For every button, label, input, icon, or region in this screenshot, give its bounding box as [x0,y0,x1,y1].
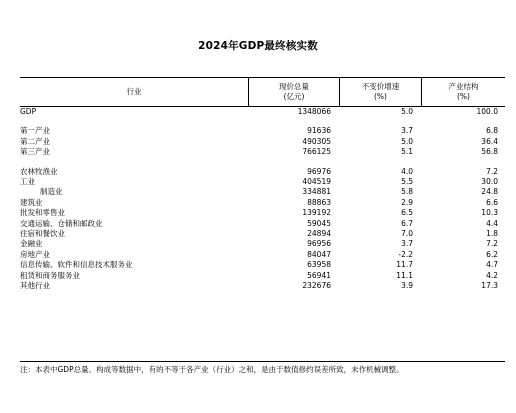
cell-growth [339,158,421,167]
cell-current: 96976 [307,166,331,176]
cell-current: 84047 [307,249,331,259]
header-structure [422,82,505,101]
cell-structure: 7.2 [486,166,498,176]
table-row [20,107,505,117]
cell-structure: 4.4 [486,218,498,228]
cell-industry: 租赁和商务服务业 [20,270,80,280]
cell-industry [20,117,248,126]
cell-structure: 24.8 [481,187,498,197]
header-structure-label: 产业结构 [448,82,479,91]
header-industry [20,87,248,97]
table-row [20,198,505,208]
cell-current: 91636 [307,126,331,136]
cell-structure [421,158,505,167]
header-current-unit: (亿元) [283,91,305,101]
table-body [20,107,505,292]
table-row [20,219,505,229]
cell-current [248,117,339,126]
header-industry-label: 行业 [126,87,142,96]
cell-current: 766125 [302,147,331,157]
cell-growth: 11.7 [396,260,413,270]
header-growth [340,82,421,101]
cell-structure: 30.0 [481,177,498,187]
cell-industry: 批发和零售业 [20,208,65,218]
table-note: 注：本表中GDP总量、构成等数据中，有的不等于各产业（行业）之和，是由于数值修约误差所致，未作机械调整。 [20,365,404,374]
cell-industry: 住宿和餐饮业 [20,229,65,239]
cell-structure: 6.2 [486,249,498,259]
cell-industry: 其他行业 [20,281,50,291]
cell-current: 1348066 [297,107,331,116]
cell-structure: 36.4 [481,136,498,146]
cell-industry: 工业 [20,177,35,187]
cell-industry [20,158,248,167]
top-rule [20,77,505,78]
cell-growth: 2.9 [401,197,413,207]
cell-structure: 4.7 [486,260,498,270]
table-row [20,239,505,249]
cell-growth: 5.0 [401,136,413,146]
gdp-table [20,107,505,292]
cell-industry: 房地产业 [20,249,50,259]
cell-structure: 6.6 [486,197,498,207]
table-row [20,250,505,260]
table-row [20,167,505,177]
cell-industry: 交通运输、仓储和邮政业 [20,218,103,228]
cell-growth: 5.5 [401,177,413,187]
cell-current: 490305 [302,136,331,146]
cell-current: 24894 [307,229,331,239]
table-row [20,126,505,136]
table-row [20,137,505,147]
cell-industry: 金融业 [20,239,43,249]
table-row [20,208,505,218]
cell-growth: 5.1 [401,147,413,157]
table-title: 2024年GDP最终核实数 [198,40,318,52]
cell-current: 56941 [307,270,331,280]
cell-growth: 3.9 [401,281,413,291]
table-row [20,271,505,281]
cell-structure: 7.2 [486,239,498,249]
cell-industry: 第二产业 [20,136,50,146]
cell-industry: 信息传输、软件和信息技术服务业 [20,260,133,270]
table-row [20,281,505,291]
cell-growth: 6.5 [401,208,413,218]
cell-growth: -2.2 [398,249,413,259]
table-row [20,147,505,157]
cell-current: 63958 [307,260,331,270]
cell-industry: 制造业 [40,187,63,197]
cell-industry: GDP [20,107,37,116]
cell-growth: 6.7 [401,218,413,228]
table-row [20,229,505,239]
cell-current: 59045 [307,218,331,228]
table-row [20,187,505,197]
header-structure-unit: (%) [457,91,470,101]
cell-structure: 56.8 [481,147,498,157]
header-current [249,82,339,101]
cell-current: 404519 [302,177,331,187]
cell-structure: 10.3 [481,208,498,218]
cell-growth: 7.0 [401,229,413,239]
header-growth-label: 不变价增速 [361,82,400,91]
cell-structure: 4.2 [486,270,498,280]
cell-structure: 1.8 [486,229,498,239]
cell-current: 334881 [302,187,331,197]
bottom-rule [20,361,505,362]
table-row [20,260,505,270]
cell-growth: 4.0 [401,166,413,176]
cell-growth: 5.0 [401,107,413,116]
cell-growth [339,117,421,126]
cell-structure: 100.0 [476,107,498,116]
header-current-label: 现价总量 [279,82,309,91]
cell-structure: 6.8 [486,126,498,136]
spacer-row [20,117,505,126]
cell-current: 139192 [302,208,331,218]
cell-structure [421,117,505,126]
cell-current: 96956 [307,239,331,249]
cell-current: 88863 [307,197,331,207]
cell-current: 232676 [302,281,331,291]
cell-industry: 第一产业 [20,126,50,136]
cell-growth: 5.8 [401,187,413,197]
cell-growth: 3.7 [401,239,413,249]
cell-current [248,158,339,167]
cell-growth: 3.7 [401,126,413,136]
spacer-row [20,158,505,167]
table-row [20,177,505,187]
cell-industry: 建筑业 [20,197,43,207]
cell-growth: 11.1 [396,270,413,280]
cell-industry: 农林牧渔业 [20,166,58,176]
cell-industry: 第三产业 [20,147,50,157]
header-growth-unit: (%) [374,91,387,101]
cell-structure: 17.3 [481,281,498,291]
